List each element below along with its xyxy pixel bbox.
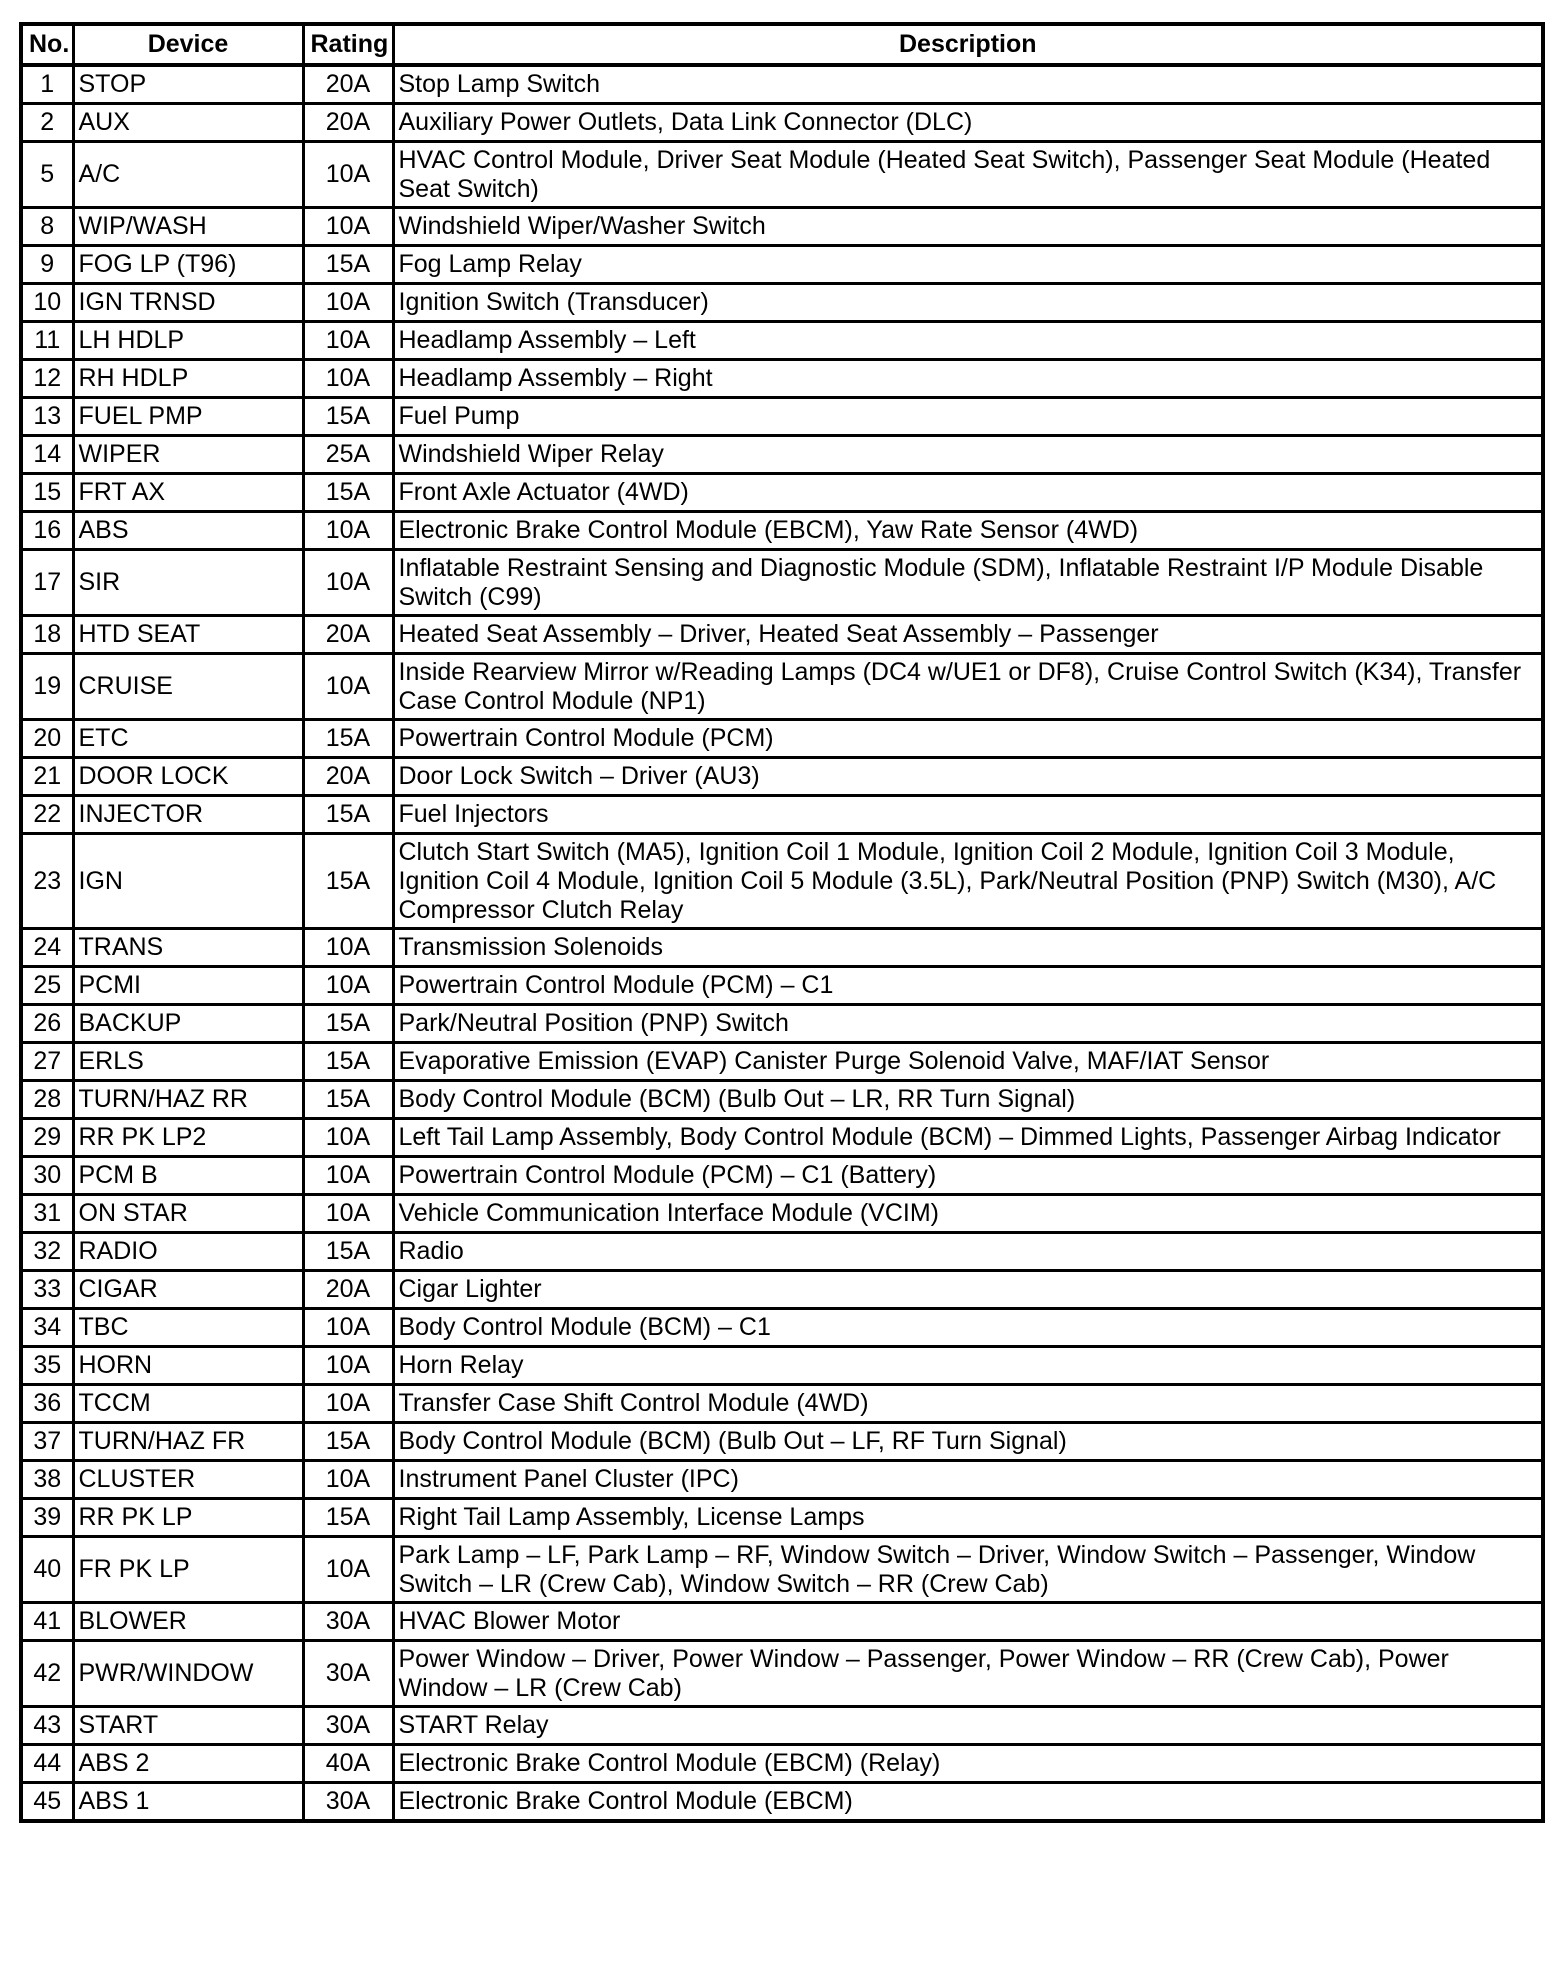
cell-device: CIGAR	[73, 1271, 303, 1309]
cell-rating: 15A	[303, 1423, 393, 1461]
cell-fuse-number: 43	[21, 1707, 73, 1745]
table-row	[21, 758, 1543, 796]
table-row	[21, 1043, 1543, 1081]
cell-fuse-number: 23	[21, 834, 73, 929]
table-row	[21, 1309, 1543, 1347]
table-row	[21, 246, 1543, 284]
cell-description: Body Control Module (BCM) (Bulb Out – LR, RR Turn Signal)	[393, 1081, 1543, 1119]
cell-device: ON STAR	[73, 1195, 303, 1233]
cell-fuse-number: 27	[21, 1043, 73, 1081]
cell-description: Body Control Module (BCM) – C1	[393, 1309, 1543, 1347]
cell-fuse-number: 40	[21, 1537, 73, 1603]
cell-device: FRT AX	[73, 474, 303, 512]
cell-fuse-number: 32	[21, 1233, 73, 1271]
cell-device: WIPER	[73, 436, 303, 474]
cell-fuse-number: 1	[21, 65, 73, 104]
cell-fuse-number: 41	[21, 1603, 73, 1641]
cell-fuse-number: 25	[21, 967, 73, 1005]
cell-device: BACKUP	[73, 1005, 303, 1043]
table-body	[21, 65, 1543, 1821]
fuse-table	[19, 22, 1545, 1823]
cell-fuse-number: 31	[21, 1195, 73, 1233]
table-row	[21, 398, 1543, 436]
cell-device: LH HDLP	[73, 322, 303, 360]
cell-description: Electronic Brake Control Module (EBCM), Yaw Rate Sensor (4WD)	[393, 512, 1543, 550]
cell-rating: 10A	[303, 1461, 393, 1499]
cell-device: FUEL PMP	[73, 398, 303, 436]
cell-fuse-number: 17	[21, 550, 73, 616]
cell-device: RR PK LP2	[73, 1119, 303, 1157]
cell-device: PWR/WINDOW	[73, 1641, 303, 1707]
cell-fuse-number: 21	[21, 758, 73, 796]
table-row	[21, 1347, 1543, 1385]
cell-device: TRANS	[73, 929, 303, 967]
cell-rating: 10A	[303, 512, 393, 550]
table-row	[21, 322, 1543, 360]
cell-description: Inside Rearview Mirror w/Reading Lamps (DC4 w/UE1 or DF8), Cruise Control Switch (K34), Transfer Case Control Module (NP1)	[393, 654, 1543, 720]
cell-fuse-number: 42	[21, 1641, 73, 1707]
cell-description: Right Tail Lamp Assembly, License Lamps	[393, 1499, 1543, 1537]
cell-device: TURN/HAZ FR	[73, 1423, 303, 1461]
table-row	[21, 1271, 1543, 1309]
cell-description: Park Lamp – LF, Park Lamp – RF, Window Switch – Driver, Window Switch – Passenger, Window Switch – LR (Crew Cab), Window Switch – RR (Crew Cab)	[393, 1537, 1543, 1603]
cell-fuse-number: 14	[21, 436, 73, 474]
cell-rating: 10A	[303, 1347, 393, 1385]
cell-device: TBC	[73, 1309, 303, 1347]
cell-fuse-number: 22	[21, 796, 73, 834]
table-row	[21, 1423, 1543, 1461]
table-row	[21, 1157, 1543, 1195]
table-row	[21, 654, 1543, 720]
cell-device: RADIO	[73, 1233, 303, 1271]
table-row	[21, 284, 1543, 322]
cell-description: Radio	[393, 1233, 1543, 1271]
cell-description: Powertrain Control Module (PCM)	[393, 720, 1543, 758]
table-row	[21, 967, 1543, 1005]
table-row	[21, 1385, 1543, 1423]
cell-fuse-number: 26	[21, 1005, 73, 1043]
cell-description: Inflatable Restraint Sensing and Diagnostic Module (SDM), Inflatable Restraint I/P Module Disable Switch (C99)	[393, 550, 1543, 616]
cell-device: ETC	[73, 720, 303, 758]
cell-rating: 10A	[303, 654, 393, 720]
cell-device: CLUSTER	[73, 1461, 303, 1499]
cell-description: Electronic Brake Control Module (EBCM) (Relay)	[393, 1745, 1543, 1783]
cell-device: AUX	[73, 104, 303, 142]
cell-description: Electronic Brake Control Module (EBCM)	[393, 1783, 1543, 1822]
cell-description: Vehicle Communication Interface Module (VCIM)	[393, 1195, 1543, 1233]
table-row	[21, 1119, 1543, 1157]
table-row	[21, 208, 1543, 246]
cell-description: Horn Relay	[393, 1347, 1543, 1385]
table-row	[21, 1707, 1543, 1745]
cell-device: IGN TRNSD	[73, 284, 303, 322]
cell-fuse-number: 20	[21, 720, 73, 758]
table-row	[21, 1195, 1543, 1233]
table-row	[21, 474, 1543, 512]
cell-rating: 10A	[303, 550, 393, 616]
cell-rating: 20A	[303, 758, 393, 796]
cell-device: RH HDLP	[73, 360, 303, 398]
cell-description: Transfer Case Shift Control Module (4WD)	[393, 1385, 1543, 1423]
table-row	[21, 1499, 1543, 1537]
cell-device: DOOR LOCK	[73, 758, 303, 796]
cell-fuse-number: 11	[21, 322, 73, 360]
cell-device: BLOWER	[73, 1603, 303, 1641]
cell-rating: 10A	[303, 1385, 393, 1423]
cell-device: FR PK LP	[73, 1537, 303, 1603]
table-row	[21, 142, 1543, 208]
cell-rating: 10A	[303, 1157, 393, 1195]
header-no: No.	[21, 24, 73, 65]
cell-description: Left Tail Lamp Assembly, Body Control Module (BCM) – Dimmed Lights, Passenger Airbag Indicator	[393, 1119, 1543, 1157]
cell-description: Headlamp Assembly – Left	[393, 322, 1543, 360]
cell-rating: 15A	[303, 720, 393, 758]
cell-description: Body Control Module (BCM) (Bulb Out – LF, RF Turn Signal)	[393, 1423, 1543, 1461]
cell-description: Evaporative Emission (EVAP) Canister Purge Solenoid Valve, MAF/IAT Sensor	[393, 1043, 1543, 1081]
cell-description: Heated Seat Assembly – Driver, Heated Seat Assembly – Passenger	[393, 616, 1543, 654]
table-row	[21, 796, 1543, 834]
cell-device: WIP/WASH	[73, 208, 303, 246]
cell-device: A/C	[73, 142, 303, 208]
table-row	[21, 1745, 1543, 1783]
cell-description: Fuel Pump	[393, 398, 1543, 436]
cell-description: Power Window – Driver, Power Window – Passenger, Power Window – RR (Crew Cab), Power Window – LR (Crew Cab)	[393, 1641, 1543, 1707]
cell-fuse-number: 37	[21, 1423, 73, 1461]
table-row	[21, 720, 1543, 758]
cell-description: Fuel Injectors	[393, 796, 1543, 834]
cell-device: STOP	[73, 65, 303, 104]
cell-rating: 10A	[303, 322, 393, 360]
cell-device: FOG LP (T96)	[73, 246, 303, 284]
cell-rating: 40A	[303, 1745, 393, 1783]
cell-device: ERLS	[73, 1043, 303, 1081]
cell-rating: 15A	[303, 1043, 393, 1081]
cell-fuse-number: 24	[21, 929, 73, 967]
cell-description: Door Lock Switch – Driver (AU3)	[393, 758, 1543, 796]
table-row	[21, 616, 1543, 654]
cell-fuse-number: 30	[21, 1157, 73, 1195]
cell-rating: 25A	[303, 436, 393, 474]
cell-device: CRUISE	[73, 654, 303, 720]
cell-device: RR PK LP	[73, 1499, 303, 1537]
cell-device: ABS 2	[73, 1745, 303, 1783]
table-row	[21, 436, 1543, 474]
cell-rating: 10A	[303, 142, 393, 208]
cell-fuse-number: 12	[21, 360, 73, 398]
cell-device: SIR	[73, 550, 303, 616]
cell-rating: 10A	[303, 1119, 393, 1157]
cell-rating: 15A	[303, 1499, 393, 1537]
cell-rating: 15A	[303, 1081, 393, 1119]
table-row	[21, 360, 1543, 398]
cell-device: PCMI	[73, 967, 303, 1005]
cell-fuse-number: 36	[21, 1385, 73, 1423]
cell-rating: 20A	[303, 65, 393, 104]
header-description: Description	[393, 24, 1543, 65]
cell-description: Powertrain Control Module (PCM) – C1 (Battery)	[393, 1157, 1543, 1195]
cell-device: HORN	[73, 1347, 303, 1385]
table-row	[21, 1603, 1543, 1641]
cell-rating: 10A	[303, 360, 393, 398]
cell-fuse-number: 5	[21, 142, 73, 208]
cell-rating: 15A	[303, 834, 393, 929]
cell-rating: 30A	[303, 1603, 393, 1641]
cell-description: START Relay	[393, 1707, 1543, 1745]
cell-description: Clutch Start Switch (MA5), Ignition Coil 1 Module, Ignition Coil 2 Module, Ignition Coil 3 Module, Ignition Coil 4 Module, Ignition Coil 5 Module (3.5L), Park/Neutral Position (PNP) Switch (M30), A/C Compressor Clutch Relay	[393, 834, 1543, 929]
cell-fuse-number: 35	[21, 1347, 73, 1385]
table-row	[21, 1233, 1543, 1271]
table-row	[21, 1081, 1543, 1119]
table-row	[21, 550, 1543, 616]
table-row	[21, 1783, 1543, 1822]
cell-fuse-number: 8	[21, 208, 73, 246]
cell-rating: 20A	[303, 104, 393, 142]
cell-fuse-number: 13	[21, 398, 73, 436]
table-header-row	[21, 24, 1543, 65]
cell-rating: 30A	[303, 1707, 393, 1745]
cell-fuse-number: 16	[21, 512, 73, 550]
cell-rating: 10A	[303, 1309, 393, 1347]
cell-rating: 15A	[303, 1005, 393, 1043]
cell-description: Windshield Wiper Relay	[393, 436, 1543, 474]
cell-rating: 20A	[303, 1271, 393, 1309]
cell-description: Headlamp Assembly – Right	[393, 360, 1543, 398]
table-row	[21, 1641, 1543, 1707]
cell-rating: 10A	[303, 967, 393, 1005]
cell-rating: 20A	[303, 616, 393, 654]
cell-description: Transmission Solenoids	[393, 929, 1543, 967]
cell-rating: 15A	[303, 474, 393, 512]
cell-description: Front Axle Actuator (4WD)	[393, 474, 1543, 512]
cell-rating: 10A	[303, 1537, 393, 1603]
cell-device: PCM B	[73, 1157, 303, 1195]
cell-description: Cigar Lighter	[393, 1271, 1543, 1309]
table-row	[21, 1461, 1543, 1499]
cell-description: Auxiliary Power Outlets, Data Link Connector (DLC)	[393, 104, 1543, 142]
cell-fuse-number: 33	[21, 1271, 73, 1309]
table-row	[21, 834, 1543, 929]
table-row	[21, 1537, 1543, 1603]
cell-fuse-number: 29	[21, 1119, 73, 1157]
cell-rating: 15A	[303, 246, 393, 284]
table-row	[21, 929, 1543, 967]
cell-rating: 15A	[303, 796, 393, 834]
cell-fuse-number: 44	[21, 1745, 73, 1783]
cell-description: Stop Lamp Switch	[393, 65, 1543, 104]
cell-description: Powertrain Control Module (PCM) – C1	[393, 967, 1543, 1005]
cell-description: Ignition Switch (Transducer)	[393, 284, 1543, 322]
cell-fuse-number: 28	[21, 1081, 73, 1119]
cell-fuse-number: 18	[21, 616, 73, 654]
cell-description: Fog Lamp Relay	[393, 246, 1543, 284]
cell-fuse-number: 34	[21, 1309, 73, 1347]
cell-device: ABS 1	[73, 1783, 303, 1822]
cell-device: HTD SEAT	[73, 616, 303, 654]
table-row	[21, 1005, 1543, 1043]
cell-rating: 10A	[303, 208, 393, 246]
cell-rating: 10A	[303, 284, 393, 322]
table-row	[21, 104, 1543, 142]
cell-rating: 15A	[303, 398, 393, 436]
table-row	[21, 65, 1543, 104]
cell-fuse-number: 39	[21, 1499, 73, 1537]
cell-fuse-number: 9	[21, 246, 73, 284]
cell-description: Instrument Panel Cluster (IPC)	[393, 1461, 1543, 1499]
cell-description: HVAC Blower Motor	[393, 1603, 1543, 1641]
cell-device: ABS	[73, 512, 303, 550]
cell-description: HVAC Control Module, Driver Seat Module (Heated Seat Switch), Passenger Seat Module (Heated Seat Switch)	[393, 142, 1543, 208]
cell-fuse-number: 45	[21, 1783, 73, 1822]
cell-rating: 30A	[303, 1641, 393, 1707]
header-device: Device	[73, 24, 303, 65]
cell-rating: 10A	[303, 1195, 393, 1233]
cell-rating: 30A	[303, 1783, 393, 1822]
cell-fuse-number: 10	[21, 284, 73, 322]
table-row	[21, 512, 1543, 550]
cell-device: INJECTOR	[73, 796, 303, 834]
cell-fuse-number: 15	[21, 474, 73, 512]
header-rating: Rating	[303, 24, 393, 65]
cell-fuse-number: 2	[21, 104, 73, 142]
cell-rating: 10A	[303, 929, 393, 967]
cell-fuse-number: 38	[21, 1461, 73, 1499]
cell-device: TURN/HAZ RR	[73, 1081, 303, 1119]
cell-fuse-number: 19	[21, 654, 73, 720]
cell-description: Park/Neutral Position (PNP) Switch	[393, 1005, 1543, 1043]
cell-description: Windshield Wiper/Washer Switch	[393, 208, 1543, 246]
cell-device: START	[73, 1707, 303, 1745]
cell-device: IGN	[73, 834, 303, 929]
cell-device: TCCM	[73, 1385, 303, 1423]
cell-rating: 15A	[303, 1233, 393, 1271]
